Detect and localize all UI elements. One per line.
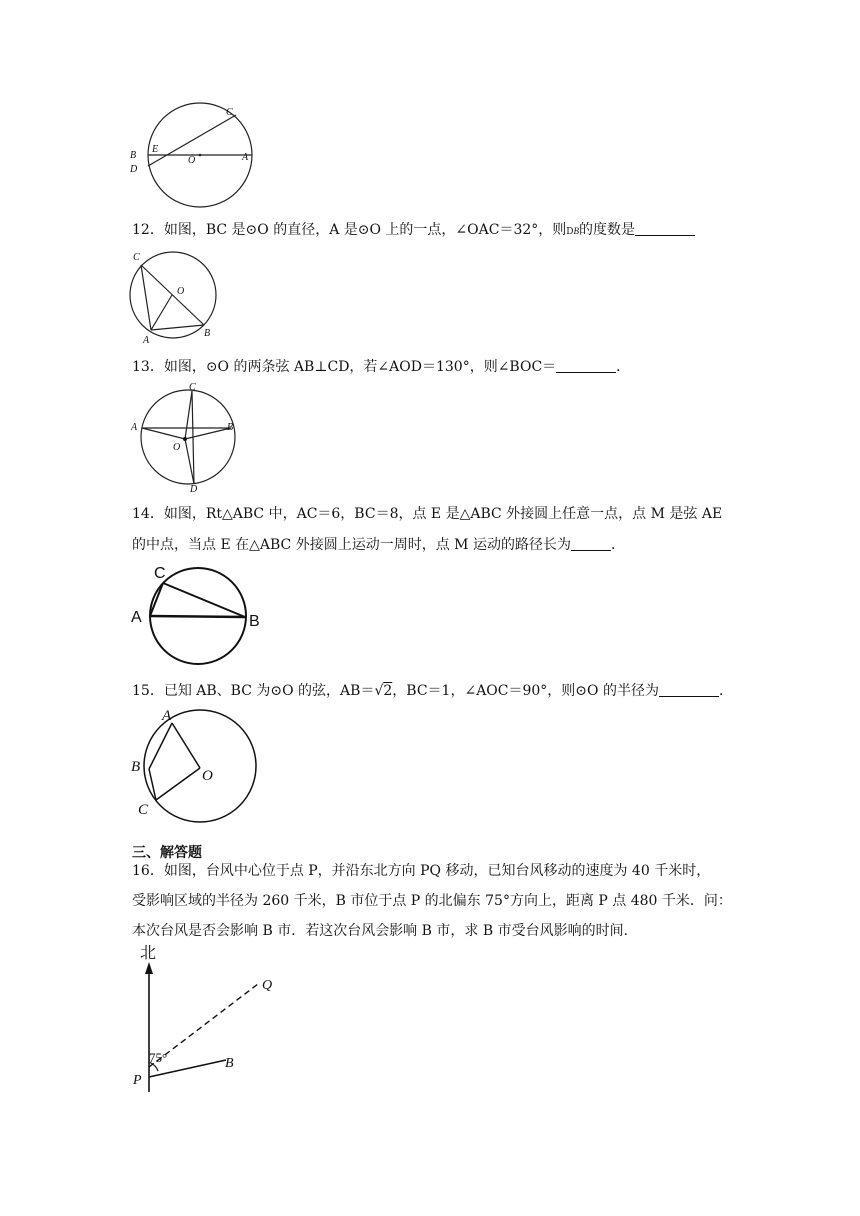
figure-13-svg bbox=[130, 384, 245, 494]
question-16-line-2: 受影响区域的半径为 260 千米，B 市位于点 P 的北偏东 75°方向上，距离 P 点 480 千米．问： bbox=[132, 893, 732, 909]
north-arrow-icon bbox=[145, 962, 153, 974]
figure-15-svg bbox=[128, 706, 263, 821]
q15-number: 15． bbox=[132, 683, 164, 699]
question-12 bbox=[132, 215, 732, 247]
label-c: C bbox=[138, 802, 149, 818]
q12-answer-blank[interactable] bbox=[635, 221, 695, 236]
label-c: C bbox=[133, 252, 140, 263]
chord-ab bbox=[149, 723, 172, 769]
question-16-line-1: 16．如图，台风中心位于点 P，并沿东北方向 PQ 移动，已知台风移动的速度为 40 千米时， bbox=[132, 863, 711, 879]
q15-end: ． bbox=[718, 683, 733, 699]
q12-text-before: 如图，BC 是⊙O 的直径，A 是⊙O 上的一点，∠OAC＝32°，则 bbox=[163, 222, 567, 238]
q14-end: ． bbox=[610, 537, 625, 553]
label-c: C bbox=[189, 382, 196, 393]
figure-circle-aoc-right-angle bbox=[128, 706, 263, 821]
radius-oa bbox=[142, 428, 185, 439]
q13-end: ． bbox=[616, 359, 631, 375]
chord-ca bbox=[141, 265, 151, 330]
figure-11-svg bbox=[128, 100, 268, 210]
q15-text-before: 已知 AB、BC 为⊙O 的弦，AB＝ bbox=[163, 683, 375, 699]
q12-text-mid: B bbox=[573, 226, 579, 236]
chord-ab bbox=[151, 325, 204, 330]
label-o: O bbox=[173, 442, 181, 453]
label-o: O bbox=[202, 768, 213, 784]
sqrt-symbol: √ bbox=[374, 683, 384, 699]
label-p: P bbox=[133, 1073, 142, 1088]
label-b: B bbox=[227, 422, 234, 433]
center-point bbox=[183, 437, 187, 441]
circle-o bbox=[141, 390, 235, 484]
label-a: A bbox=[131, 609, 142, 626]
figure-right-triangle-circumcircle bbox=[128, 560, 268, 670]
radius-oc bbox=[156, 768, 200, 800]
q12-number: 12． bbox=[132, 222, 164, 238]
radius-oc bbox=[185, 391, 192, 439]
question-14-line-2 bbox=[132, 530, 732, 560]
q15-answer-blank[interactable] bbox=[659, 682, 719, 697]
figure-typhoon-path bbox=[128, 944, 298, 1094]
segment-ab bbox=[150, 616, 245, 617]
q12-text-after: 的度数是 bbox=[578, 222, 635, 238]
figure-16-svg bbox=[128, 944, 298, 1094]
label-a: A bbox=[242, 152, 249, 163]
label-o: O bbox=[188, 155, 196, 166]
q15-sqrt-value: 2 bbox=[383, 683, 393, 699]
q14-line1: 如图，Rt△ABC 中，AC＝6，BC＝8，点 E 是△ABC 外接圆上任意一点，点 M 是弦 AE bbox=[163, 506, 723, 522]
question-13 bbox=[132, 352, 732, 382]
label-angle: 75° bbox=[149, 1050, 168, 1065]
label-b: B bbox=[249, 613, 260, 630]
label-d: D bbox=[190, 484, 198, 495]
label-c: C bbox=[154, 565, 166, 582]
figure-perpendicular-chords bbox=[130, 384, 245, 494]
radius-oa bbox=[151, 295, 172, 330]
label-b: B bbox=[131, 759, 141, 775]
question-15 bbox=[132, 676, 732, 706]
label-q: Q bbox=[262, 978, 273, 993]
q13-text: 如图，⊙O 的两条弦 AB⊥CD，若∠AOD＝130°，则∠BOC＝ bbox=[163, 359, 557, 375]
label-b: B bbox=[225, 1056, 234, 1071]
label-e: E bbox=[152, 144, 159, 155]
label-o: O bbox=[177, 286, 185, 297]
q13-answer-blank[interactable] bbox=[556, 358, 616, 373]
q15-text-after: ，BC＝1，∠AOC＝90°，则⊙O 的半径为 bbox=[392, 683, 659, 699]
figure-circle-diameter-chord bbox=[128, 100, 268, 210]
label-a: A bbox=[131, 422, 138, 433]
figure-circle-oac bbox=[128, 250, 228, 345]
label-north: 北 bbox=[140, 945, 157, 962]
question-16-line-3: 本次台风是否会影响 B 市．若这次台风会影响 B 市，求 B 市受台风影响的时间． bbox=[132, 923, 638, 939]
figure-12-svg bbox=[128, 250, 228, 345]
q14-answer-blank[interactable] bbox=[571, 536, 611, 551]
question-14-line-1 bbox=[132, 499, 732, 529]
label-d: D bbox=[130, 164, 138, 175]
circle-o bbox=[144, 710, 256, 822]
label-b: B bbox=[204, 328, 211, 339]
label-c: C bbox=[226, 107, 233, 118]
label-a: A bbox=[162, 708, 172, 724]
label-a: A bbox=[143, 335, 150, 346]
segment-bc bbox=[163, 583, 245, 617]
figure-14-svg bbox=[128, 560, 268, 670]
q14-number: 14． bbox=[132, 506, 164, 522]
diameter-bc bbox=[141, 265, 204, 325]
radius-ob bbox=[185, 428, 231, 439]
label-b: B bbox=[130, 150, 137, 161]
q13-number: 13． bbox=[132, 359, 164, 375]
q14-line2: 的中点，当点 E 在△ABC 外接圆上运动一周时，点 M 运动的路径长为 bbox=[132, 537, 571, 553]
center-point bbox=[199, 154, 202, 157]
q12-arc: D bbox=[566, 227, 574, 237]
radius-oa bbox=[172, 723, 200, 768]
section-title: 三、解答题 bbox=[132, 845, 202, 861]
